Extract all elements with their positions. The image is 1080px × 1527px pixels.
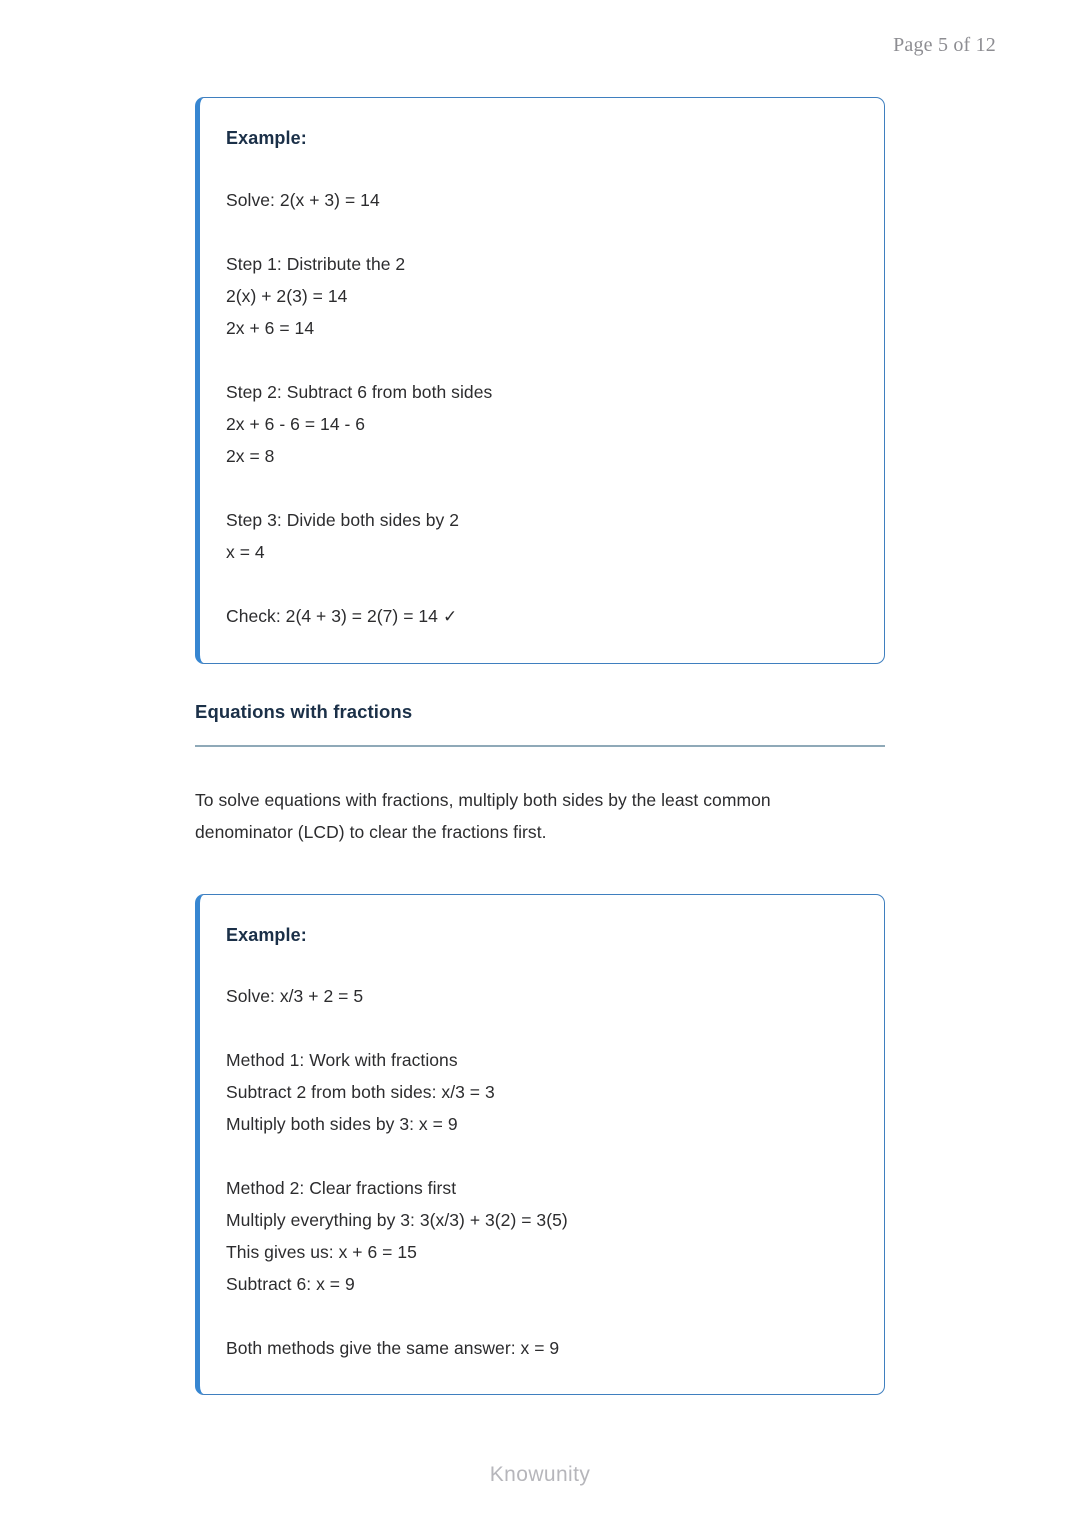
example-1-line: Solve: 2(x + 3) = 14 <box>226 189 380 210</box>
example-1-line: x = 4 <box>226 541 265 562</box>
example-2-line: Method 2: Clear fractions first <box>226 1178 457 1199</box>
example-2-block-method2 <box>226 1172 858 1300</box>
example-box-2 <box>195 894 885 1396</box>
example-1-block-step3 <box>226 504 858 568</box>
example-2-line: Solve: x/3 + 2 = 5 <box>226 986 364 1007</box>
example-box-2-title: Example: <box>226 924 307 945</box>
example-2-line: Multiply everything by 3: 3(x/3) + 3(2) = 3(5) <box>226 1210 568 1231</box>
example-1-block-solve <box>226 184 858 216</box>
example-2-line: Both methods give the same answer: x = 9 <box>226 1338 560 1359</box>
example-1-line: 2x = 8 <box>226 445 275 466</box>
example-1-line: Step 1: Distribute the 2 <box>226 253 406 274</box>
example-box-1-title: Example: <box>226 128 307 148</box>
example-1-block-check <box>226 600 858 633</box>
example-1-line: Step 3: Divide both sides by 2 <box>226 509 460 530</box>
example-2-block-conclusion <box>226 1332 858 1364</box>
example-2-line: Subtract 6: x = 9 <box>226 1274 355 1295</box>
example-2-line: Method 1: Work with fractions <box>226 1050 458 1071</box>
section-paragraph: To solve equations with fractions, multiply both sides by the least common denominator (LCD) to clear the fractions first. <box>195 789 771 842</box>
example-box-1 <box>195 97 885 664</box>
example-1-block-step2 <box>226 376 858 472</box>
example-2-line: This gives us: x + 6 = 15 <box>226 1242 417 1263</box>
example-1-line: Step 2: Subtract 6 from both sides <box>226 381 493 402</box>
example-1-block-step1 <box>226 248 858 344</box>
example-2-block-method1 <box>226 1044 858 1140</box>
checkmark-icon: ✓ <box>442 606 458 626</box>
example-1-line: 2x + 6 = 14 <box>226 317 315 338</box>
section-heading-group <box>195 701 885 747</box>
example-1-line: 2(x) + 2(3) = 14 <box>226 285 348 306</box>
example-1-line: 2x + 6 - 6 = 14 - 6 <box>226 413 366 434</box>
example-2-line: Multiply both sides by 3: x = 9 <box>226 1114 458 1135</box>
example-1-check-text: Check: 2(4 + 3) = 2(7) = 14 <box>226 605 438 626</box>
page-number-label: Page 5 of 12 <box>893 34 996 56</box>
example-1-check-line <box>226 600 858 633</box>
section-heading-title: Equations with fractions <box>195 700 413 722</box>
page-content <box>195 0 885 1395</box>
footer-watermark: Knowunity <box>489 1463 591 1486</box>
example-2-line: Subtract 2 from both sides: x/3 = 3 <box>226 1082 495 1103</box>
example-2-block-solve <box>226 980 858 1012</box>
